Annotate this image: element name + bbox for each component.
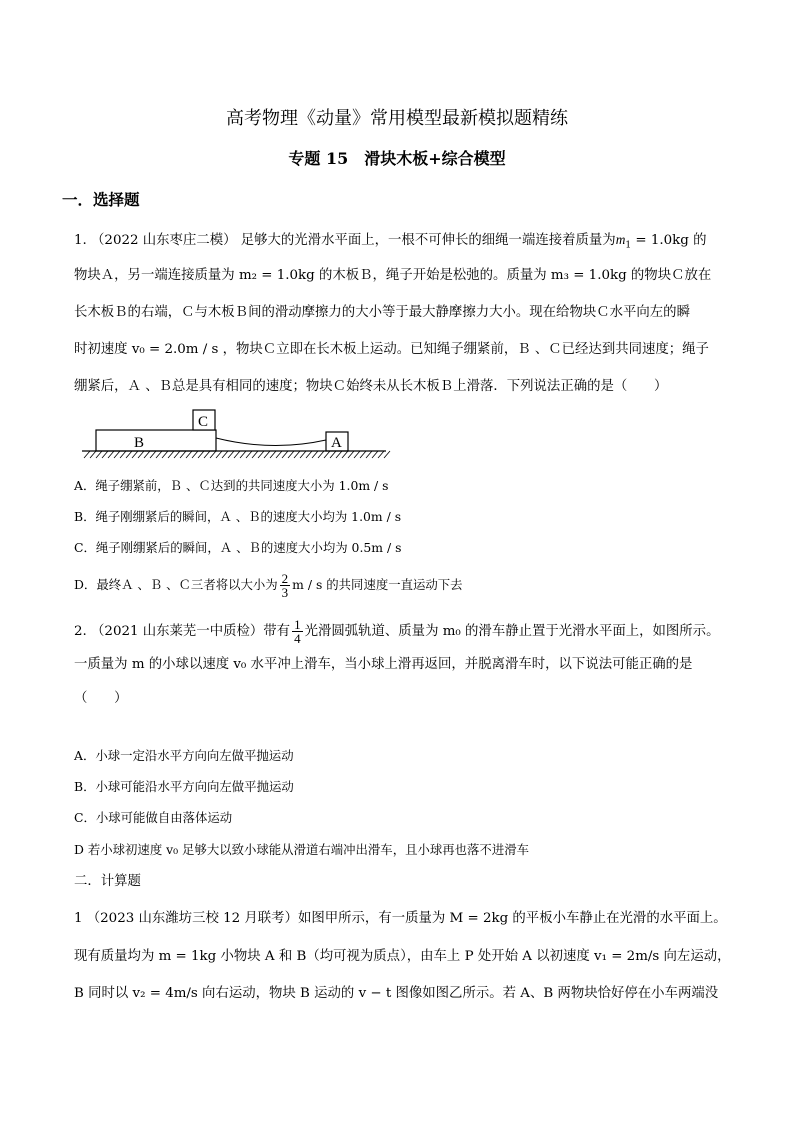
hatch-line [300, 451, 306, 458]
q1-mass-symbol: m [615, 232, 626, 247]
hatch-line [276, 451, 282, 458]
q1-line-1-text: 1. （2022 山东枣庄二模） 足够大的光滑水平面上，一根不可伸长的细绳一端连接着质量为 [74, 233, 616, 248]
hatch-line [108, 451, 114, 458]
fraction-numerator: 1 [294, 617, 301, 632]
hatch-line [342, 451, 348, 458]
q2-line-2: 一质量为 m 的小球以速度 v₀ 水平冲上滑车，当小球上滑再返回，并脱离滑车时，以下说法可能正确的是 [74, 657, 693, 672]
fraction-numerator: 2 [281, 571, 289, 586]
q2-line-1-end: 光滑圆弧轨道、质量为 m₀ 的滑车静止置于光滑水平面上，如图所示。 [304, 624, 720, 639]
q2-fraction [292, 618, 303, 645]
hatch-line [162, 451, 168, 458]
hatch-line [354, 451, 360, 458]
hatch-line [120, 451, 126, 458]
hatch-line [150, 451, 156, 458]
hatch-line [144, 451, 150, 458]
hatch-line [306, 451, 312, 458]
q1-line-1 [74, 230, 734, 256]
board-b-label: B [134, 435, 145, 451]
q2-line-3: （ ） [74, 691, 128, 706]
q1-line-5: 绷紧后，Ａ 、Ｂ总是具有相同的速度；物块Ｃ始终未从长木板Ｂ上滑落．下列说法正确的是（ ） [74, 379, 668, 394]
q2-option-d: D 若小球初速度 v₀ 足够大以致小球能从滑道右端冲出滑车，且小球再也落不进滑车 [74, 842, 529, 857]
hatch-line [174, 451, 180, 458]
q2-line-1-text: 2. （2021 山东莱芜一中质检）带有 [74, 624, 291, 639]
hatch-line [294, 451, 300, 458]
fraction-denominator: 4 [294, 631, 301, 646]
hatch-line [96, 451, 102, 458]
hatch-line [318, 451, 324, 458]
q1-option-b: B．绳子刚绷紧后的瞬间，Ａ 、Ｂ的速度大小均为 1.0m / s [74, 509, 402, 524]
hatch-line [204, 451, 210, 458]
q2-line-1 [74, 618, 734, 645]
q1-mass-subscript: 1 [625, 240, 632, 251]
q1-option-d-text: D．最终Ａ 、Ｂ 、Ｃ三者将以大小为 [74, 577, 278, 592]
block-a-label: A [331, 435, 342, 451]
q1-line-2: 物块Ａ，另一端连接质量为 m₂ = 1.0kg 的木板Ｂ，绳子开始是松弛的。质量为 m₃ = 1.0kg 的物块Ｃ放在 [74, 268, 712, 283]
hatch-line [312, 451, 318, 458]
hatch-line [246, 451, 252, 458]
hatch-line [222, 451, 228, 458]
q1-option-d-fraction [280, 572, 291, 599]
board-b [96, 430, 216, 451]
q2-option-a: A．小球一定沿水平方向向左做平抛运动 [74, 748, 294, 763]
section-heading-calc: 二．计算题 [74, 874, 141, 889]
hatch-line [330, 451, 336, 458]
section-heading-choice: 一．选择题 [62, 191, 140, 209]
calc-q1-line-1: 1 （2023 山东潍坊三校 12 月联考）如图甲所示，有一质量为 M = 2kg 的平板小车静止在光滑的水平面上。 [74, 911, 727, 926]
hatch-line [252, 451, 258, 458]
hatch-line [234, 451, 240, 458]
hatch-line [288, 451, 294, 458]
hatch-line [348, 451, 354, 458]
ground-hatch [84, 451, 390, 458]
hatch-line [264, 451, 270, 458]
q2-option-c: C．小球可能做自由落体运动 [74, 810, 233, 825]
hatch-line [114, 451, 120, 458]
calc-q1-line-3: B 同时以 v₂ = 4m/s 向右运动，物块 B 运动的 v − t 图像如图乙所示。若 A、B 两物块恰好停在小车两端没 [74, 986, 719, 1001]
hatch-line [366, 451, 372, 458]
hatch-line [168, 451, 174, 458]
calc-q1-line-2: 现有质量均为 m = 1kg 小物块 A 和 B（均可视为质点），由车上 P 处开始 A 以初速度 v₁ = 2m/s 向左运动， [74, 949, 731, 964]
q1-option-d [74, 572, 734, 599]
q1-option-c: C．绳子刚绷紧后的瞬间，Ａ 、Ｂ的速度大小均为 0.5m / s [74, 540, 402, 555]
block-c-label: C [198, 414, 209, 430]
hatch-line [216, 451, 222, 458]
hatch-line [372, 451, 378, 458]
hatch-line [198, 451, 204, 458]
hatch-line [210, 451, 216, 458]
q1-option-d-end: m / s 的共同速度一直运动下去 [292, 577, 463, 592]
document-subtitle: 专题 15 滑块木板+综合模型 [288, 149, 506, 168]
hatch-line [336, 451, 342, 458]
hatch-line [384, 451, 390, 458]
hatch-line [180, 451, 186, 458]
hatch-line [228, 451, 234, 458]
hatch-line [84, 451, 90, 458]
fraction-denominator: 3 [281, 585, 289, 600]
q1-line-3: 长木板Ｂ的右端，Ｃ与木板Ｂ间的滑动摩擦力的大小等于最大静摩擦力大小。现在给物块Ｃ水平向左的瞬 [74, 305, 690, 320]
q1-line-4: 时初速度 v₀ = 2.0m / s ，物块Ｃ立即在长木板上运动。已知绳子绷紧前，Ｂ 、Ｃ已经达到共同速度；绳子 [74, 342, 709, 357]
hatch-line [126, 451, 132, 458]
q1-line-1-end: = 1.0kg 的 [631, 233, 707, 248]
hatch-line [378, 451, 384, 458]
q2-option-b: B．小球可能沿水平方向向左做平抛运动 [74, 779, 294, 794]
hatch-line [138, 451, 144, 458]
q1-option-a: A．绳子绷紧前，Ｂ 、Ｃ达到的共同速度大小为 1.0m / s [74, 478, 389, 493]
hatch-line [90, 451, 96, 458]
hatch-line [258, 451, 264, 458]
slack-rope [216, 438, 326, 446]
hatch-line [240, 451, 246, 458]
hatch-line [186, 451, 192, 458]
hatch-line [270, 451, 276, 458]
hatch-line [192, 451, 198, 458]
document-title: 高考物理《动量》常用模型最新模拟题精练 [226, 108, 568, 129]
hatch-line [102, 451, 108, 458]
q1-figure [82, 408, 392, 464]
hatch-line [324, 451, 330, 458]
hatch-line [282, 451, 288, 458]
hatch-line [156, 451, 162, 458]
hatch-line [132, 451, 138, 458]
hatch-line [360, 451, 366, 458]
